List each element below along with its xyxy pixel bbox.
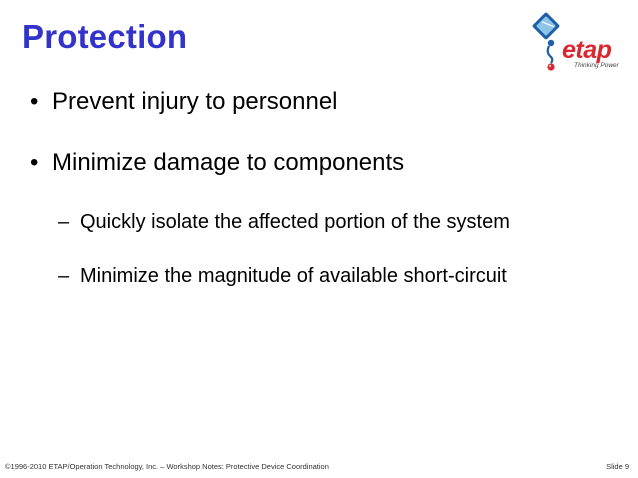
bullet-glyph: • xyxy=(30,149,39,176)
slide-title: Protection xyxy=(22,18,188,55)
sub-bullet-text: Minimize the magnitude of available short-circuit xyxy=(80,265,507,287)
bullet-item xyxy=(30,149,404,177)
sub-bullet-item xyxy=(58,211,510,234)
bullet-glyph: • xyxy=(30,88,39,115)
etap-brand-text: etap xyxy=(562,36,612,64)
sub-bullet-text: Quickly isolate the affected portion of the system xyxy=(80,211,510,233)
bullet-text: Minimize damage to components xyxy=(52,149,405,176)
sub-bullet-glyph: – xyxy=(58,211,70,233)
sub-bullet-glyph: – xyxy=(58,265,70,287)
sub-bullet-item xyxy=(58,265,507,288)
slide-number: Slide 9 xyxy=(606,462,629,471)
etap-logo xyxy=(526,12,636,74)
etap-tagline: Thinking Power xyxy=(574,62,619,69)
bullet-item xyxy=(30,88,338,116)
footer-copyright: ©1996-2010 ETAP/Operation Technology, Inc. – Workshop Notes: Protective Device Coordination xyxy=(5,462,329,471)
bullet-text: Prevent injury to personnel xyxy=(52,88,338,115)
